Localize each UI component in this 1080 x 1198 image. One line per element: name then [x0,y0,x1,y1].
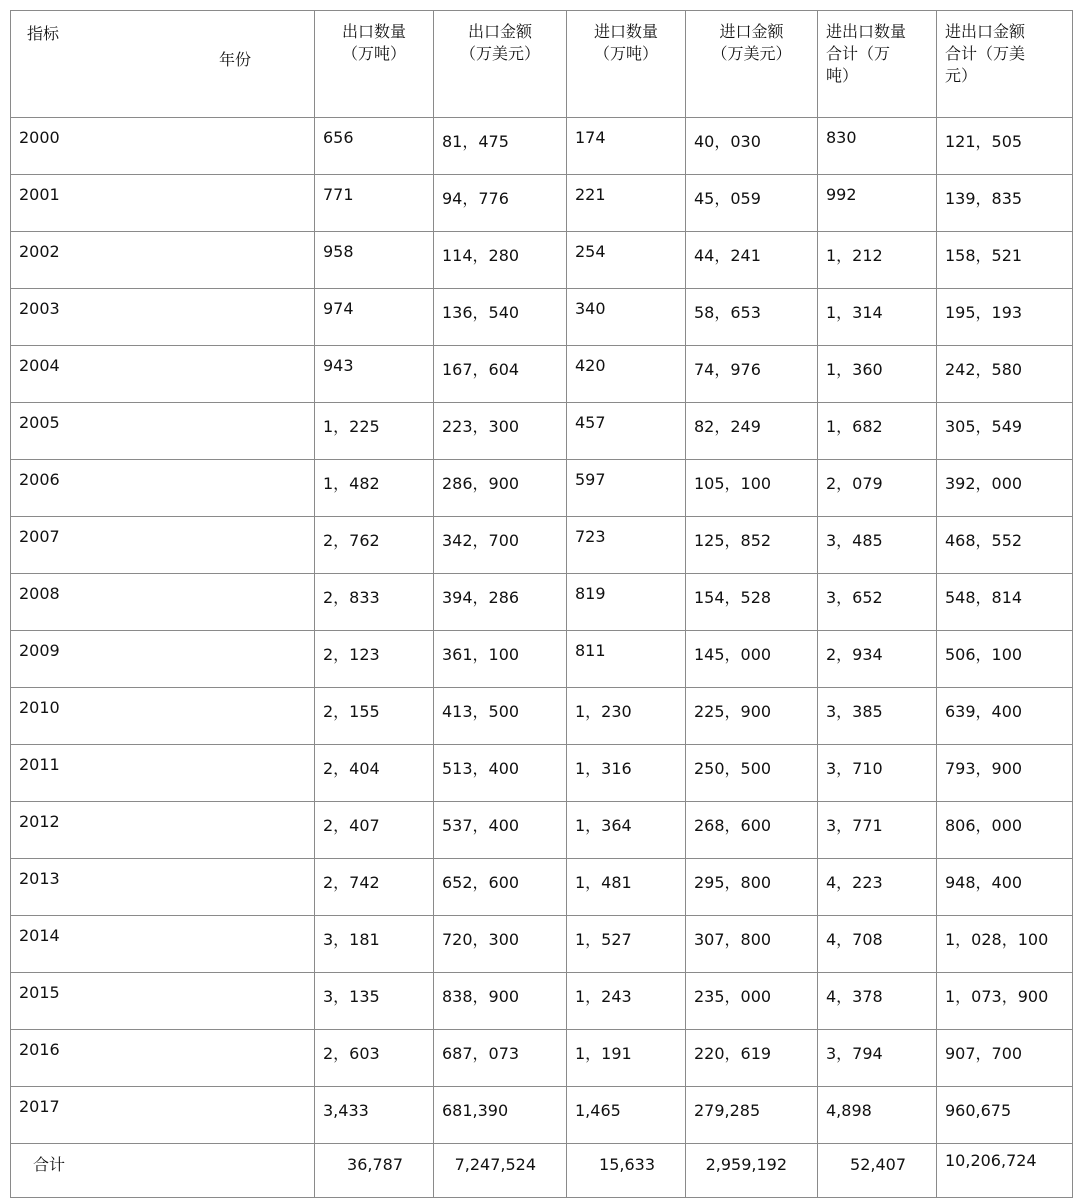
value-cell: 974 [315,289,434,346]
total-value-cell: 2,959,192 [686,1144,818,1198]
year-cell: 2010 [11,688,315,745]
value-cell: 195，193 [937,289,1073,346]
value-cell: 136，540 [434,289,567,346]
value-cell: 225，900 [686,688,818,745]
year-cell: 2014 [11,916,315,973]
table-row [11,289,1073,346]
table-row [11,1087,1073,1144]
value-cell: 506，100 [937,631,1073,688]
year-cell: 2005 [11,403,315,460]
header-label: 进出口数量 合计（万 吨） [826,22,907,85]
year-cell: 2002 [11,232,315,289]
table-row [11,232,1073,289]
value-cell: 907，700 [937,1030,1073,1087]
value-cell: 44，241 [686,232,818,289]
total-value-cell: 52,407 [818,1144,937,1198]
value-cell: 58，653 [686,289,818,346]
value-cell: 3，771 [818,802,937,859]
table-header [11,11,1073,118]
header-export-value [434,11,567,118]
total-value-cell: 7,247,524 [434,1144,567,1198]
value-cell: 3，710 [818,745,937,802]
value-cell: 2，934 [818,631,937,688]
year-cell: 2000 [11,118,315,175]
value-cell: 3，181 [315,916,434,973]
value-cell: 420 [567,346,686,403]
value-cell: 513，400 [434,745,567,802]
value-cell: 1，243 [567,973,686,1030]
header-import-value [686,11,818,118]
value-cell: 771 [315,175,434,232]
value-cell: 4，708 [818,916,937,973]
table-row [11,175,1073,232]
value-cell: 174 [567,118,686,175]
value-cell: 2，407 [315,802,434,859]
table-row [11,916,1073,973]
value-cell: 82，249 [686,403,818,460]
value-cell: 1，314 [818,289,937,346]
value-cell: 340 [567,289,686,346]
header-row [11,11,1073,118]
value-cell: 295，800 [686,859,818,916]
value-cell: 681,390 [434,1087,567,1144]
trade-table-container [10,10,1072,1198]
table-row [11,802,1073,859]
value-cell: 74，976 [686,346,818,403]
value-cell: 548，814 [937,574,1073,631]
year-cell: 2017 [11,1087,315,1144]
value-cell: 250，500 [686,745,818,802]
header-label: 出口数量 （万吨） [341,22,406,63]
year-cell: 2006 [11,460,315,517]
value-cell: 2，762 [315,517,434,574]
value-cell: 656 [315,118,434,175]
total-value-cell: 10,206,724 [937,1144,1073,1198]
value-cell: 1，191 [567,1030,686,1087]
corner-header-cell [11,11,315,118]
value-cell: 394，286 [434,574,567,631]
value-cell: 537，400 [434,802,567,859]
value-cell: 361，100 [434,631,567,688]
table-row [11,859,1073,916]
header-label: 进口金额 （万美元） [711,22,792,63]
value-cell: 723 [567,517,686,574]
total-value-cell: 36,787 [315,1144,434,1198]
value-cell: 2，742 [315,859,434,916]
year-cell: 2001 [11,175,315,232]
value-cell: 943 [315,346,434,403]
header-import-quantity [567,11,686,118]
year-cell: 2012 [11,802,315,859]
value-cell: 720，300 [434,916,567,973]
value-cell: 1，230 [567,688,686,745]
year-cell: 2008 [11,574,315,631]
value-cell: 305，549 [937,403,1073,460]
value-cell: 2，155 [315,688,434,745]
value-cell: 235，000 [686,973,818,1030]
value-cell: 254 [567,232,686,289]
value-cell: 40，030 [686,118,818,175]
total-row [11,1144,1073,1198]
value-cell: 105，100 [686,460,818,517]
value-cell: 687，073 [434,1030,567,1087]
value-cell: 145，000 [686,631,818,688]
value-cell: 1,465 [567,1087,686,1144]
value-cell: 81，475 [434,118,567,175]
total-value-cell: 15,633 [567,1144,686,1198]
value-cell: 1，028，100 [937,916,1073,973]
table-row [11,118,1073,175]
year-cell: 2007 [11,517,315,574]
value-cell: 307，800 [686,916,818,973]
year-cell: 2004 [11,346,315,403]
value-cell: 286，900 [434,460,567,517]
table-row [11,403,1073,460]
value-cell: 652，600 [434,859,567,916]
value-cell: 154，528 [686,574,818,631]
value-cell: 1，225 [315,403,434,460]
value-cell: 948，400 [937,859,1073,916]
header-label: 进口数量 （万吨） [593,22,658,63]
value-cell: 94，776 [434,175,567,232]
value-cell: 1，481 [567,859,686,916]
value-cell: 2，079 [818,460,937,517]
table-row [11,631,1073,688]
year-cell: 2003 [11,289,315,346]
table-row [11,574,1073,631]
value-cell: 4,898 [818,1087,937,1144]
value-cell: 221 [567,175,686,232]
table-body [11,118,1073,1198]
value-cell: 125，852 [686,517,818,574]
value-cell: 114，280 [434,232,567,289]
value-cell: 468，552 [937,517,1073,574]
year-label: 年份 [219,50,252,69]
header-total-value [937,11,1073,118]
header-export-quantity [315,11,434,118]
value-cell: 167，604 [434,346,567,403]
value-cell: 268，600 [686,802,818,859]
value-cell: 958 [315,232,434,289]
table-row [11,973,1073,1030]
header-label: 出口金额 （万美元） [459,22,540,63]
value-cell: 811 [567,631,686,688]
header-total-quantity [818,11,937,118]
value-cell: 3，652 [818,574,937,631]
value-cell: 597 [567,460,686,517]
table-row [11,688,1073,745]
value-cell: 1，360 [818,346,937,403]
value-cell: 279,285 [686,1087,818,1144]
value-cell: 960,675 [937,1087,1073,1144]
value-cell: 1，212 [818,232,937,289]
year-cell: 2016 [11,1030,315,1087]
value-cell: 3，794 [818,1030,937,1087]
value-cell: 3，385 [818,688,937,745]
value-cell: 342，700 [434,517,567,574]
value-cell: 4，223 [818,859,937,916]
value-cell: 158，521 [937,232,1073,289]
table-row [11,517,1073,574]
value-cell: 220，619 [686,1030,818,1087]
value-cell: 1，316 [567,745,686,802]
table-row [11,1030,1073,1087]
value-cell: 45，059 [686,175,818,232]
year-cell: 2013 [11,859,315,916]
year-cell: 2015 [11,973,315,1030]
value-cell: 2，404 [315,745,434,802]
value-cell: 819 [567,574,686,631]
value-cell: 3，135 [315,973,434,1030]
table-row [11,745,1073,802]
value-cell: 806，000 [937,802,1073,859]
table-row [11,346,1073,403]
value-cell: 457 [567,403,686,460]
year-cell: 2011 [11,745,315,802]
value-cell: 1，364 [567,802,686,859]
value-cell: 830 [818,118,937,175]
value-cell: 242，580 [937,346,1073,403]
trade-table [10,10,1073,1198]
value-cell: 139，835 [937,175,1073,232]
value-cell: 1，527 [567,916,686,973]
value-cell: 992 [818,175,937,232]
value-cell: 2，603 [315,1030,434,1087]
table-row [11,460,1073,517]
value-cell: 1，073，900 [937,973,1073,1030]
value-cell: 413，500 [434,688,567,745]
value-cell: 2，123 [315,631,434,688]
value-cell: 639，400 [937,688,1073,745]
header-label: 进出口金额 合计（万美 元） [945,22,1026,85]
value-cell: 1，682 [818,403,937,460]
value-cell: 3,433 [315,1087,434,1144]
value-cell: 793，900 [937,745,1073,802]
total-label-cell: 合计 [11,1144,315,1198]
value-cell: 838，900 [434,973,567,1030]
value-cell: 2，833 [315,574,434,631]
value-cell: 4，378 [818,973,937,1030]
value-cell: 1，482 [315,460,434,517]
value-cell: 121，505 [937,118,1073,175]
value-cell: 392，000 [937,460,1073,517]
indicator-label: 指标 [27,24,60,43]
value-cell: 223，300 [434,403,567,460]
year-cell: 2009 [11,631,315,688]
value-cell: 3，485 [818,517,937,574]
